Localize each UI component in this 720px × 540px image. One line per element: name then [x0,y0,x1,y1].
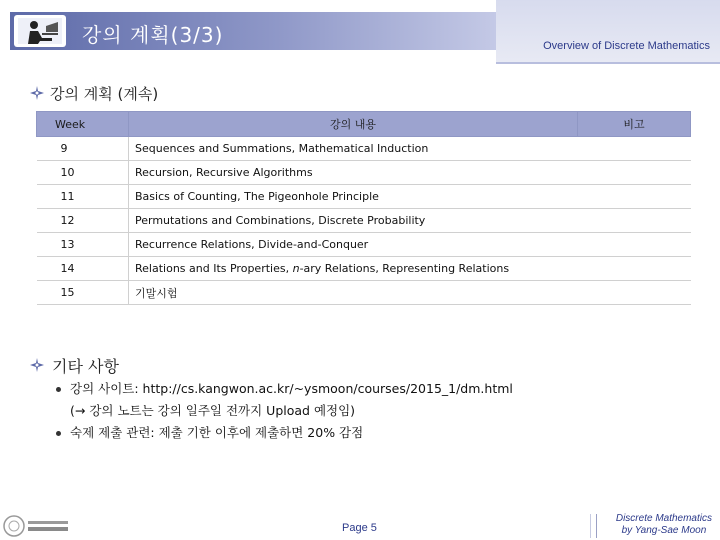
title-bar [10,12,496,50]
table-row [37,209,691,233]
footer-divider [590,514,591,538]
subtitle: Overview of Discrete Mathematics [543,40,710,52]
course-site-link[interactable]: 강의 사이트: http://cs.kangwon.ac.kr/~ysmoon/courses/2015_1/dm.html [70,381,513,396]
note-cell [578,209,691,233]
week-cell: 10 [37,161,129,185]
notes-list [56,378,513,444]
content-cell: Recursion, Recursive Algorithms [129,161,578,185]
note-cell [578,257,691,281]
section-heading-plan: 강의 계획 (계속) [50,85,159,103]
column-header-week: Week [37,112,129,137]
week-cell: 15 [37,281,129,305]
week-cell: 13 [37,233,129,257]
note-cell [578,137,691,161]
table-row [37,185,691,209]
note-cell [578,185,691,209]
table-row [37,233,691,257]
page-title: 강의 계획(3/3) [82,23,224,47]
bullet-dot [56,387,61,392]
table-row [37,281,691,305]
footer-course: Discrete Mathematics [615,513,712,524]
list-item [56,378,513,400]
column-header-content: 강의 내용 [129,112,578,137]
upload-note: (→ 강의 노트는 강의 일주일 전까지 Upload 예정임) [70,403,356,418]
table-row [37,161,691,185]
content-cell: 기말시험 [129,281,578,305]
flower-bullet-icon [30,358,44,372]
flower-bullet-icon [30,86,44,100]
week-cell: 11 [37,185,129,209]
content-cell: Relations and Its Properties, n-ary Relations, Representing Relations [129,257,578,281]
note-cell [578,233,691,257]
table-row [37,137,691,161]
homework-note: 숙제 제출 관련: 제출 기한 이후에 제출하면 20% 감점 [70,425,364,440]
list-item [56,422,513,444]
bullet-dot [56,431,61,436]
footer-author: by Yang-Sae Moon [621,525,707,536]
course-plan-table [36,111,691,305]
column-header-note: 비고 [578,112,691,137]
footer-divider [596,514,597,538]
content-cell: Sequences and Summations, Mathematical Induction [129,137,578,161]
header-divider [496,62,720,64]
section-heading-misc: 기타 사항 [52,357,119,376]
content-cell: Basics of Counting, The Pigeonhole Principle [129,185,578,209]
content-cell: Recurrence Relations, Divide-and-Conquer [129,233,578,257]
table-row [37,257,691,281]
week-cell: 14 [37,257,129,281]
page-number: Page 5 [342,522,377,534]
list-item-sub [56,400,513,422]
person-at-desk-icon [14,15,66,47]
week-cell: 12 [37,209,129,233]
content-cell: Permutations and Combinations, Discrete Probability [129,209,578,233]
note-cell [578,281,691,305]
note-cell [578,161,691,185]
table-header-row [37,112,691,137]
university-logo [2,514,72,538]
header-right-panel [496,0,720,64]
footer-credit [616,513,712,537]
week-cell: 9 [37,137,129,161]
